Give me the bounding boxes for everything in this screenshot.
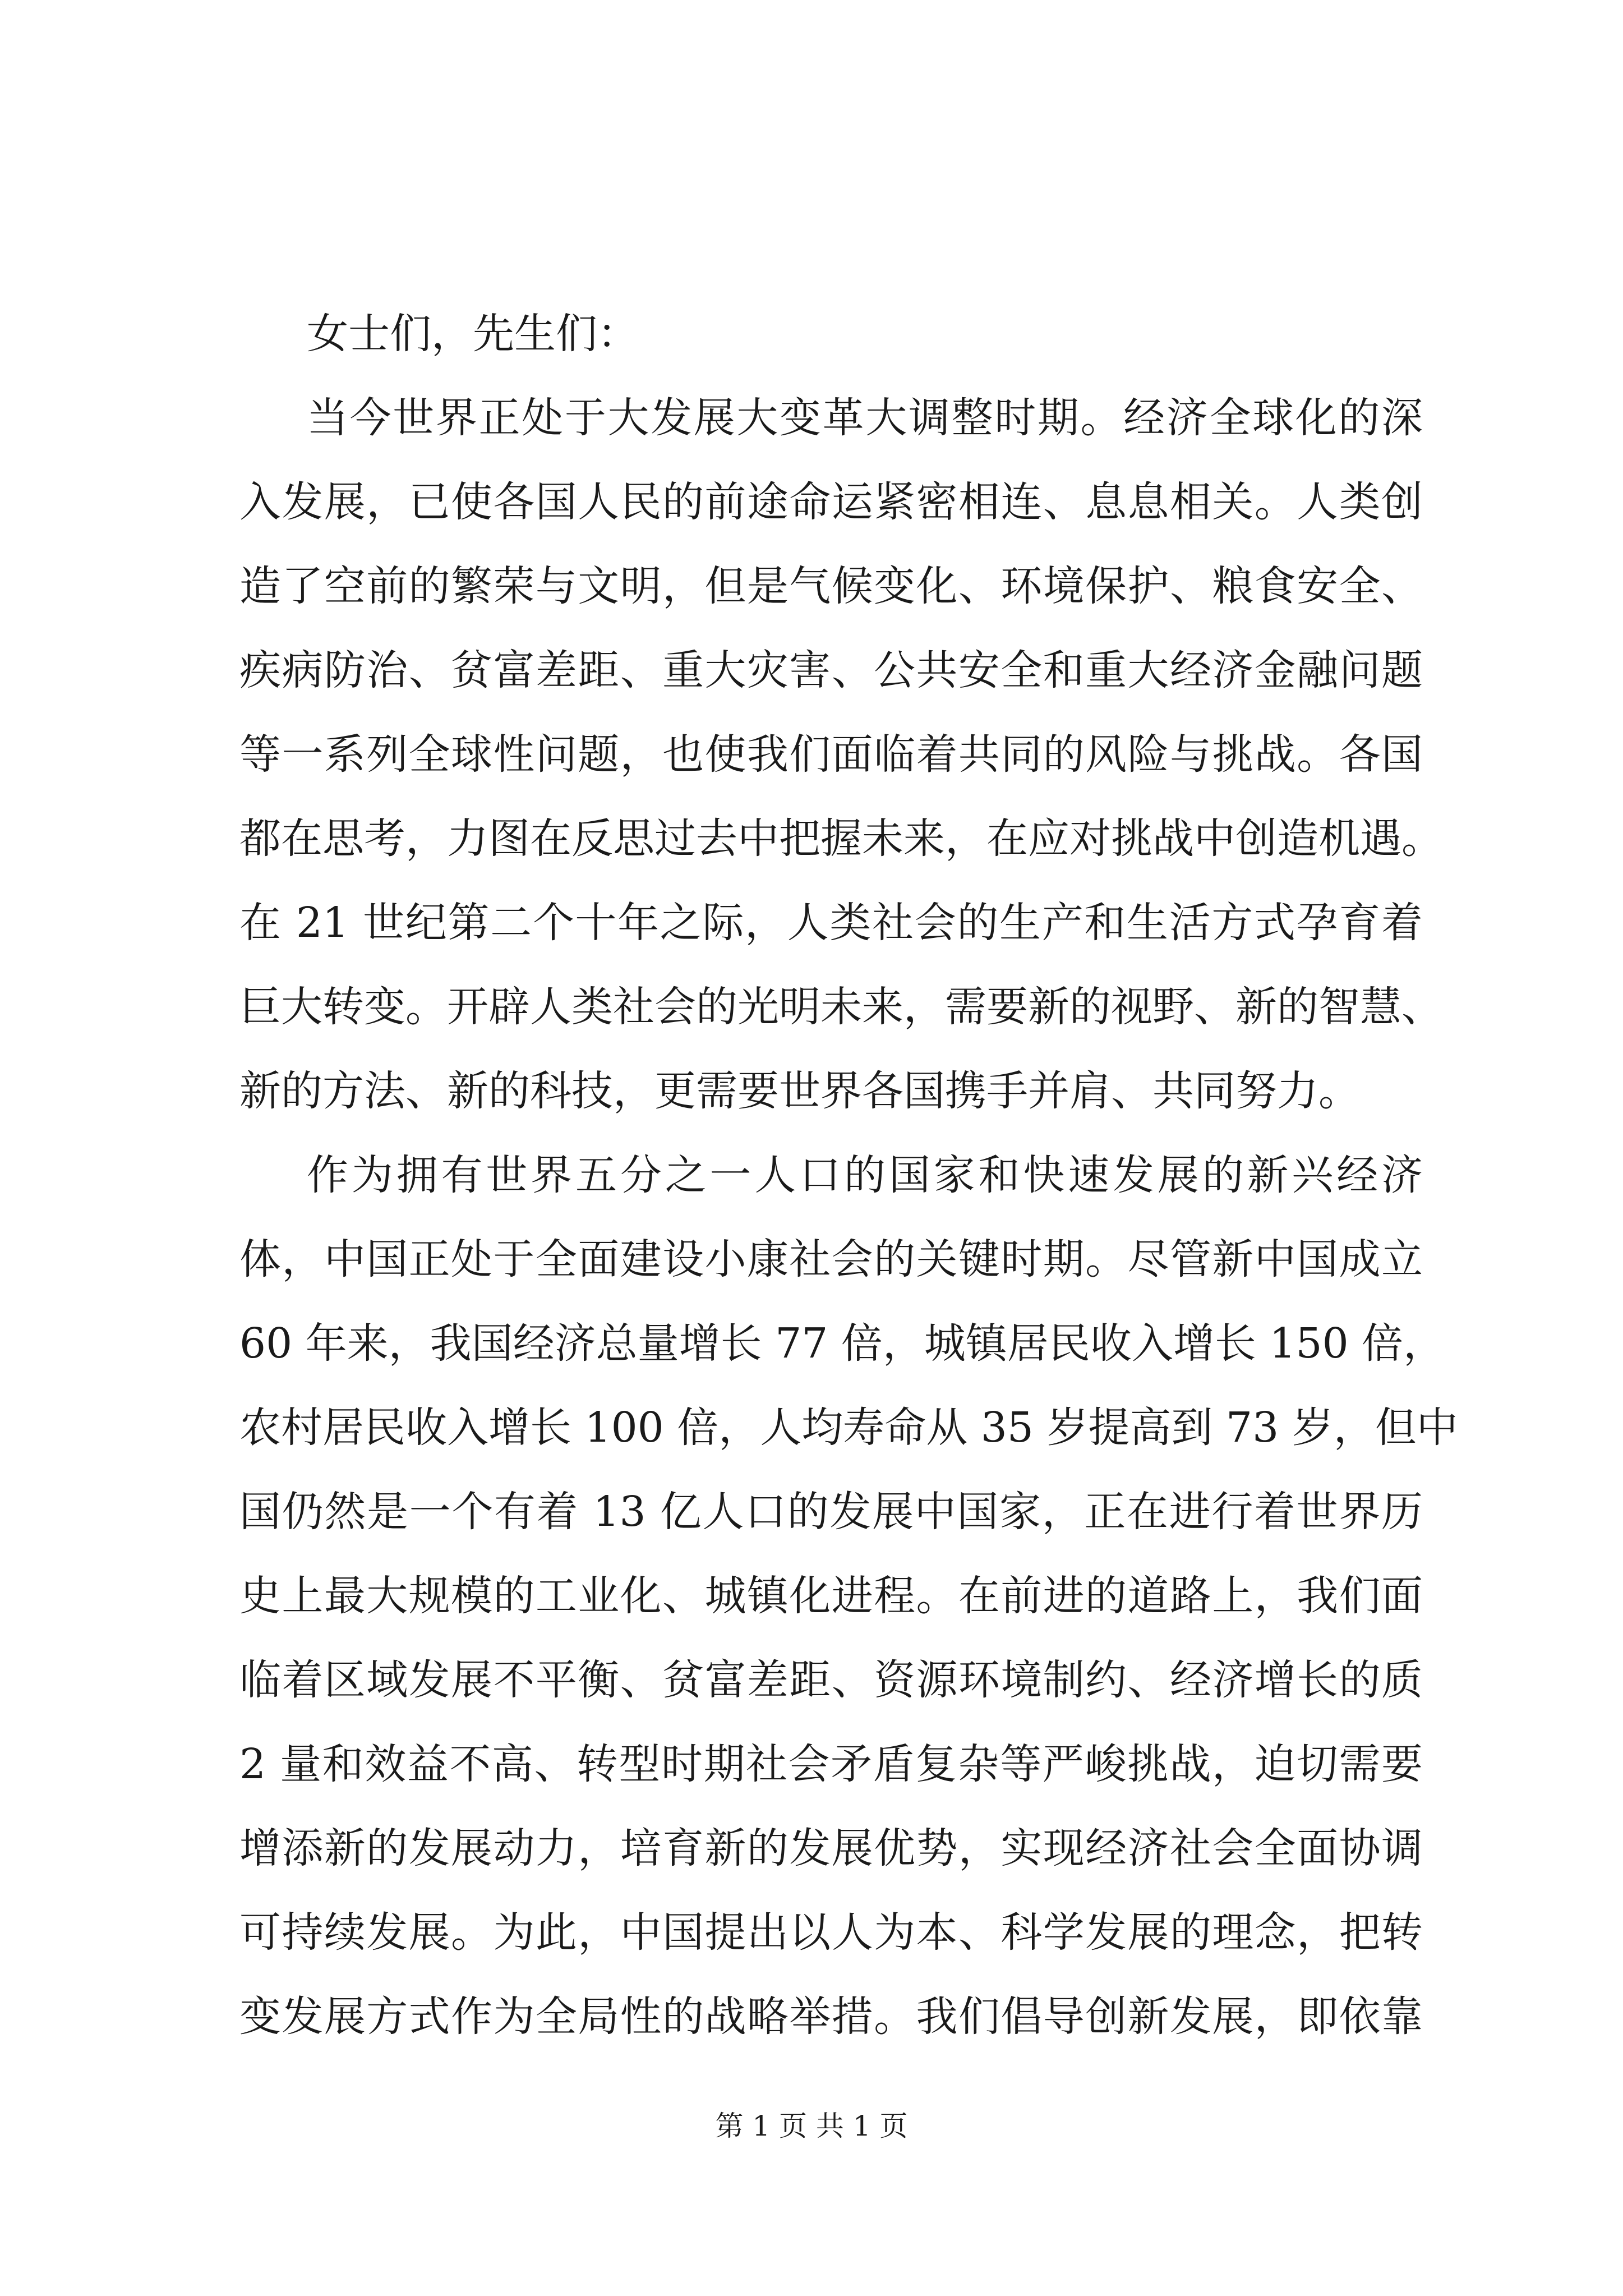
text-line: 农村居民收入增长 100 倍，人均寿命从 35 岁提高到 73 岁，但中: [239, 1404, 1458, 1452]
text-line: 史上最大规模的工业化、城镇化进程。在前进的道路上，我们面: [239, 1572, 1423, 1620]
text-line: 在 21 世纪第二个十年之际，人类社会的生产和生活方式孕育着: [239, 899, 1423, 947]
text-line: 变发展方式作为全局性的战略举措。我们倡导创新发展，即依靠: [239, 1993, 1423, 2041]
text-line: 可持续发展。为此，中国提出以人为本、科学发展的理念，把转: [239, 1908, 1423, 1957]
text-line: 国仍然是一个有着 13 亿人口的发展中国家，正在进行着世界历: [239, 1488, 1423, 1536]
text-line: 巨大转变。开辟人类社会的光明未来，需要新的视野、新的智慧、: [239, 983, 1443, 1031]
text-line: 都在思考，力图在反思过去中把握未来，在应对挑战中创造机遇。: [239, 815, 1443, 863]
text-line: 当今世界正处于大发展大变革大调整时期。经济全球化的深: [307, 394, 1423, 442]
text-line: 60 年来，我国经济总量增长 77 倍，城镇居民收入增长 150 倍，: [239, 1319, 1445, 1368]
page-footer: 第 1 页 共 1 页: [715, 2110, 908, 2142]
text-line: 造了空前的繁荣与文明，但是气候变化、环境保护、粮食安全、: [239, 562, 1423, 610]
text-line: 临着区域发展不平衡、贫富差距、资源环境制约、经济增长的质: [239, 1656, 1423, 1704]
text-line: 作为拥有世界五分之一人口的国家和快速发展的新兴经济: [307, 1151, 1423, 1199]
text-line: 新的方法、新的科技，更需要世界各国携手并肩、共同努力。: [239, 1067, 1360, 1115]
text-line: 等一系列全球性问题，也使我们面临着共同的风险与挑战。各国: [239, 730, 1423, 779]
text-line: 入发展，已使各国人民的前途命运紧密相连、息息相关。人类创: [239, 478, 1423, 526]
text-line: 增添新的发展动力，培育新的发展优势，实现经济社会全面协调: [239, 1824, 1423, 1872]
text-line: 疾病防治、贫富差距、重大灾害、公共安全和重大经济金融问题: [239, 646, 1423, 694]
text-line: 体，中国正处于全面建设小康社会的关键时期。尽管新中国成立: [239, 1235, 1423, 1283]
text-line: 2 量和效益不高、转型时期社会矛盾复杂等严峻挑战，迫切需要: [239, 1740, 1423, 1788]
text-line: 女士们，先生们：: [307, 310, 639, 358]
